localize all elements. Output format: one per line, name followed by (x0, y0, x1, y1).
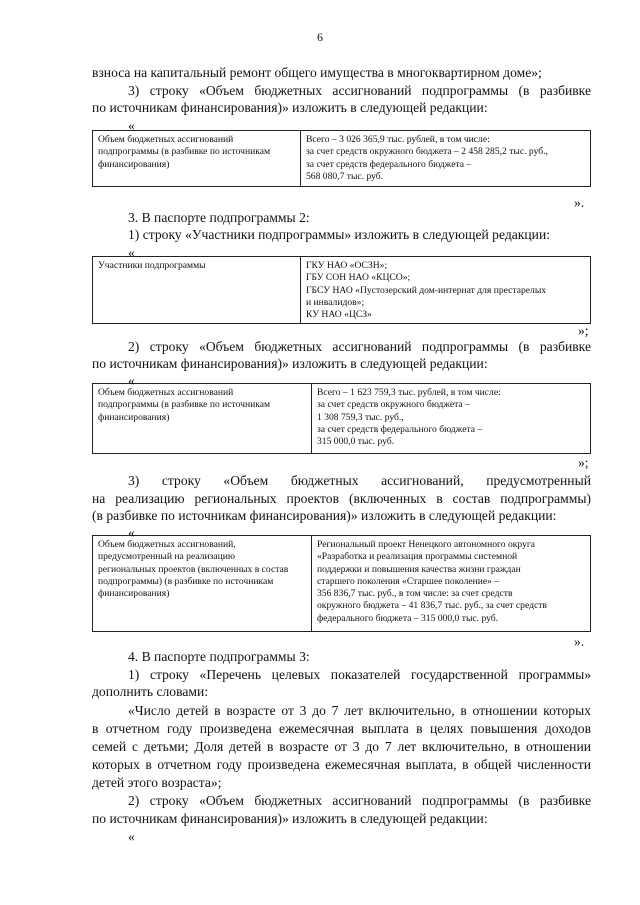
table-cell-label: Объем бюджетных ассигнований подпрограммы (в разбивке по источникам финансирования) (93, 131, 301, 187)
table-cell-label: Объем бюджетных ассигнований подпрограммы (в разбивке по источникам финансирования) (93, 384, 312, 454)
table-cell-label: Участники подпрограммы (93, 257, 301, 324)
paragraph-line: по источникам финансирования)» изложить в следующей редакции: (92, 356, 488, 371)
participants-table (92, 256, 591, 324)
close-quote: »; (578, 455, 589, 470)
paragraph-line: дополнить словами: (92, 684, 209, 699)
paragraph-line: 3) строку «Объем бюджетных ассигнований подпрограммы (в разбивке (128, 83, 591, 98)
open-quote: « (128, 525, 135, 540)
close-quote: »; (578, 323, 589, 338)
open-quote: « (128, 829, 135, 844)
budget-table-2 (92, 383, 591, 454)
close-quote: ». (574, 195, 585, 210)
table-cell-value: Всего – 1 623 759,3 тыс. рублей, в том числе: за счет средств окружного бюджета – 1 308 759,3 тыс. руб., за счет средств федерального бюджета – 315 000,0 тыс. руб. (312, 384, 591, 454)
close-quote: ». (574, 634, 585, 649)
open-quote: « (128, 118, 135, 133)
regional-projects-table (92, 535, 591, 632)
paragraph-line: 3) строку «Объем бюджетных ассигнований, предусмотренный (128, 473, 591, 488)
paragraph-line: взноса на капитальный ремонт общего имущества в многоквартирном доме»; (92, 65, 542, 80)
open-quote: « (128, 245, 135, 260)
paragraph-line: детей этого возраста»; (92, 775, 222, 790)
paragraph-line: по источникам финансирования)» изложить в следующей редакции: (92, 100, 488, 115)
budget-table-1 (92, 130, 591, 187)
paragraph-line: 1) строку «Перечень целевых показателей государственной программы» (128, 667, 591, 682)
table-cell-value: Региональный проект Ненецкого автономного округа «Разработка и реализация программы системной поддержки и повышения качества жизни граждан старшего поколения «Старшее поколение» – 356 836,7 тыс. руб., в том числе: за счет средств окружного бюджета – 41 836,7 тыс. руб., за счет средств федерального бюджета – 315 000,0 тыс. руб. (312, 536, 591, 632)
section-heading: 4. В паспорте подпрограммы 3: (128, 649, 310, 664)
paragraph-line: «Число детей в возрасте от 3 до 7 лет включительно, в отношении которых (128, 703, 591, 718)
paragraph-line: семей с детьми; Доля детей в возрасте от 3 до 7 лет включительно, в отношении (92, 739, 591, 754)
table-cell-label: Объем бюджетных ассигнований, предусмотренный на реализацию региональных проектов (включенных в состав подпрограммы) (в разбивке по источникам финансирования) (93, 536, 312, 632)
open-quote: « (128, 373, 135, 388)
paragraph-line: которых в отчетном году произведена ежемесячная выплата, в общей численности (92, 757, 591, 772)
table-cell-value: Всего – 3 026 365,9 тыс. рублей, в том числе: за счет средств окружного бюджета – 2 458 285,2 тыс. руб., за счет средств федерального бюджета – 568 080,7 тыс. руб. (301, 131, 591, 187)
paragraph-line: 2) строку «Объем бюджетных ассигнований подпрограммы (в разбивке (128, 793, 591, 808)
paragraph-line: на реализацию региональных проектов (включенных в состав подпрограммы) (92, 491, 591, 506)
section-heading: 3. В паспорте подпрограммы 2: (128, 210, 310, 225)
paragraph-line: 1) строку «Участники подпрограммы» изложить в следующей редакции: (128, 227, 550, 242)
paragraph-line: (в разбивке по источникам финансирования)» изложить в следующей редакции: (92, 508, 557, 523)
paragraph-line: по источникам финансирования)» изложить в следующей редакции: (92, 811, 488, 826)
paragraph-line: 2) строку «Объем бюджетных ассигнований подпрограммы (в разбивке (128, 339, 591, 354)
paragraph-line: в отчетном году произведена ежемесячная выплата в целях повышения доходов (92, 721, 591, 736)
table-cell-value: ГКУ НАО «ОСЗН»; ГБУ СОН НАО «КЦСО»; ГБСУ НАО «Пустозерский дом-интернат для престарелых и инвалидов»; КУ НАО «ЦСЗ» (301, 257, 591, 324)
page-number: 6 (317, 30, 323, 44)
